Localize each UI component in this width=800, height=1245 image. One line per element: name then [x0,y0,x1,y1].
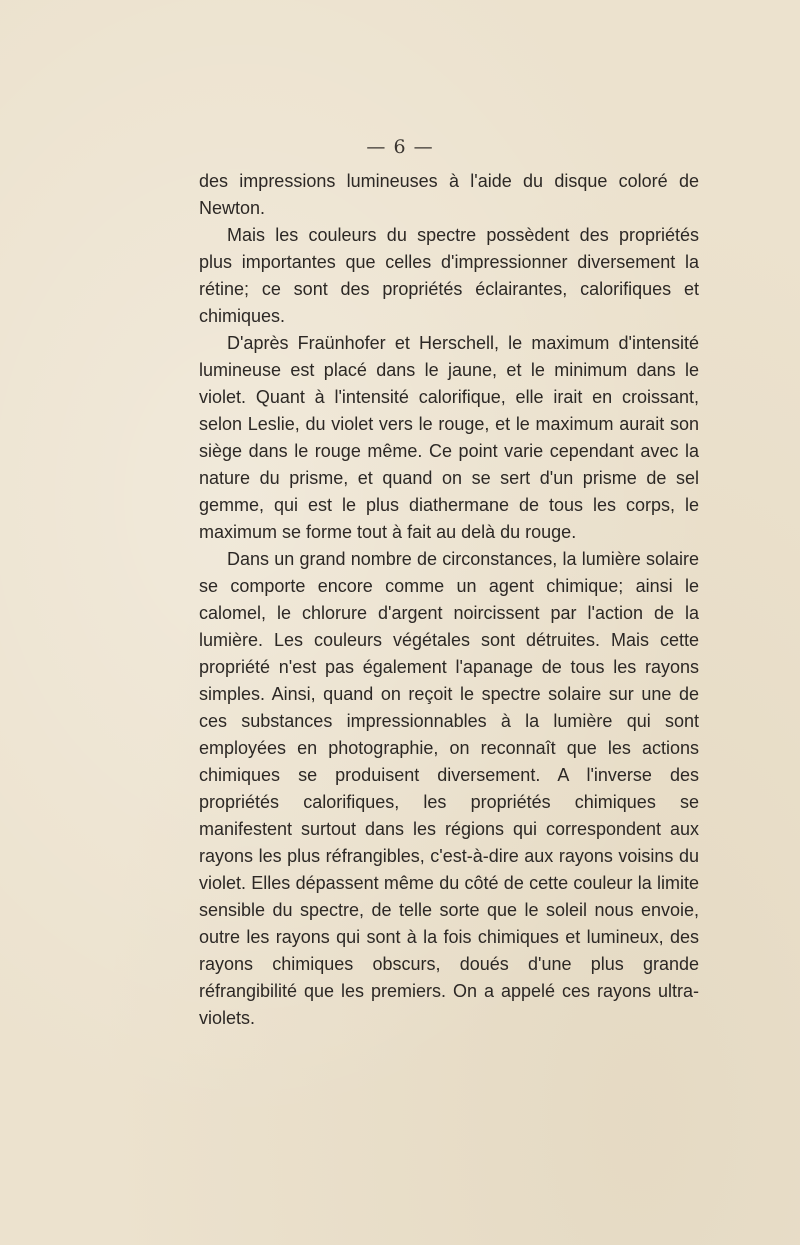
paragraph-2: Mais les couleurs du spectre possèdent des propriétés plus importantes que celles d'impressionner diversement la rétine; ce sont des propriétés éclairantes, calorifiques et chimiques. [199,225,699,326]
page-number: — 6 — [366,136,434,158]
body-text [199,168,699,1032]
paragraph-1: des impressions lumineuses à l'aide du disque coloré de Newton. [199,171,699,218]
paragraph-4: Dans un grand nombre de circonstances, la lumière solaire se comporte encore comme un agent chimique; ainsi le calomel, le chlorure d'argent noircissent par l'action de la lumière. Les couleurs végétales sont détruites. Mais cette propriété n'est pas également l'apanage de tous les rayons simples. Ainsi, quand on reçoit le spectre solaire sur une de ces substances impressionnables à la lumière qui sont employées en photographie, on reconnaît que les actions chimiques se produisent diversement. A l'inverse des propriétés calorifiques, les propriétés chimiques se manifestent surtout dans les régions qui correspondent aux rayons les plus réfrangibles, c'est-à-dire aux rayons voisins du violet. Elles dépassent même du côté de cette couleur la limite sensible du spectre, de telle sorte que le soleil nous envoie, outre les rayons qui sont à la fois chimiques et lumineux, des rayons chimiques obscurs, doués d'une plus grande réfrangibilité que les premiers. On a appelé ces rayons ultra-violets. [199,549,699,1028]
paragraph-3: D'après Fraünhofer et Herschell, le maximum d'intensité lumineuse est placé dans le jaune, et le minimum dans le violet. Quant à l'intensité calorifique, elle irait en croissant, selon Leslie, du violet vers le rouge, et le maximum aurait son siège dans le rouge même. Ce point varie cependant avec la nature du prisme, et quand on se sert d'un prisme de sel gemme, qui est le plus diathermane de tous les corps, le maximum se forme tout à fait au delà du rouge. [199,333,699,542]
